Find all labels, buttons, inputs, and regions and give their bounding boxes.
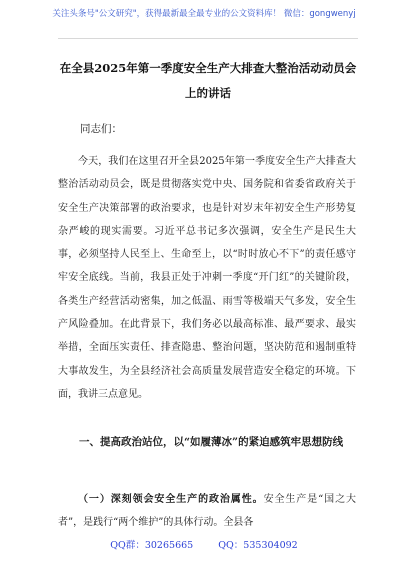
qq-group-number: QQ群：30265665 bbox=[110, 540, 194, 551]
footer-contact bbox=[0, 540, 408, 552]
subsection-heading-1: （一）深刻领会安全生产的政治属性。 bbox=[78, 494, 264, 505]
section-heading-1: 一、提高政治站位，以“如履薄冰”的紧迫感筑牢思想防线 bbox=[79, 436, 344, 448]
header-notice: 关注头条号"公文研究"，获得最新最全最专业的公文资料库！ 微信：gongwenyj bbox=[52, 9, 356, 19]
opening-paragraph: 今天，我们在这里召开全县2025年第一季度安全生产大排查大整治活动动员会，既是贯彻落实党中央、国务院和省委省政府关于安全生产决策部署的政治要求，也是针对岁末年初安全生产形势复杂严峻的现实需要。习近平总书记多次强调，安全生产是民生大事，必须坚持人民至上、生命至上，以“时时放心不下”的责任感守牢安全底线。当前，我县正处于冲刺一季度“开门红”的关键阶段，各类生产经营活动密集，加之低温、雨雪等极端天气多发，安全生产风险叠加。在此背景下，我们务必以最高标准、最严要求、最实举措，全面压实责任、排查隐患、整治问题，坚决防范和遏制重特大事故发生，为全县经济社会高质量发展营造安全稳定的环境。下面，我讲三点意见。 bbox=[58, 156, 356, 400]
header-divider bbox=[58, 38, 358, 39]
subsection-text-1: 安全生产是“国之大者”，是践行“两个维护”的具体行动。全县各 bbox=[58, 494, 356, 528]
subsection-paragraph-1 bbox=[58, 488, 356, 534]
document-title: 在全县2025年第一季度安全生产大排查大整治活动动员会上的讲话 bbox=[59, 61, 357, 100]
salutation: 同志们： bbox=[80, 123, 122, 135]
qq-number: QQ：535304092 bbox=[218, 540, 298, 551]
